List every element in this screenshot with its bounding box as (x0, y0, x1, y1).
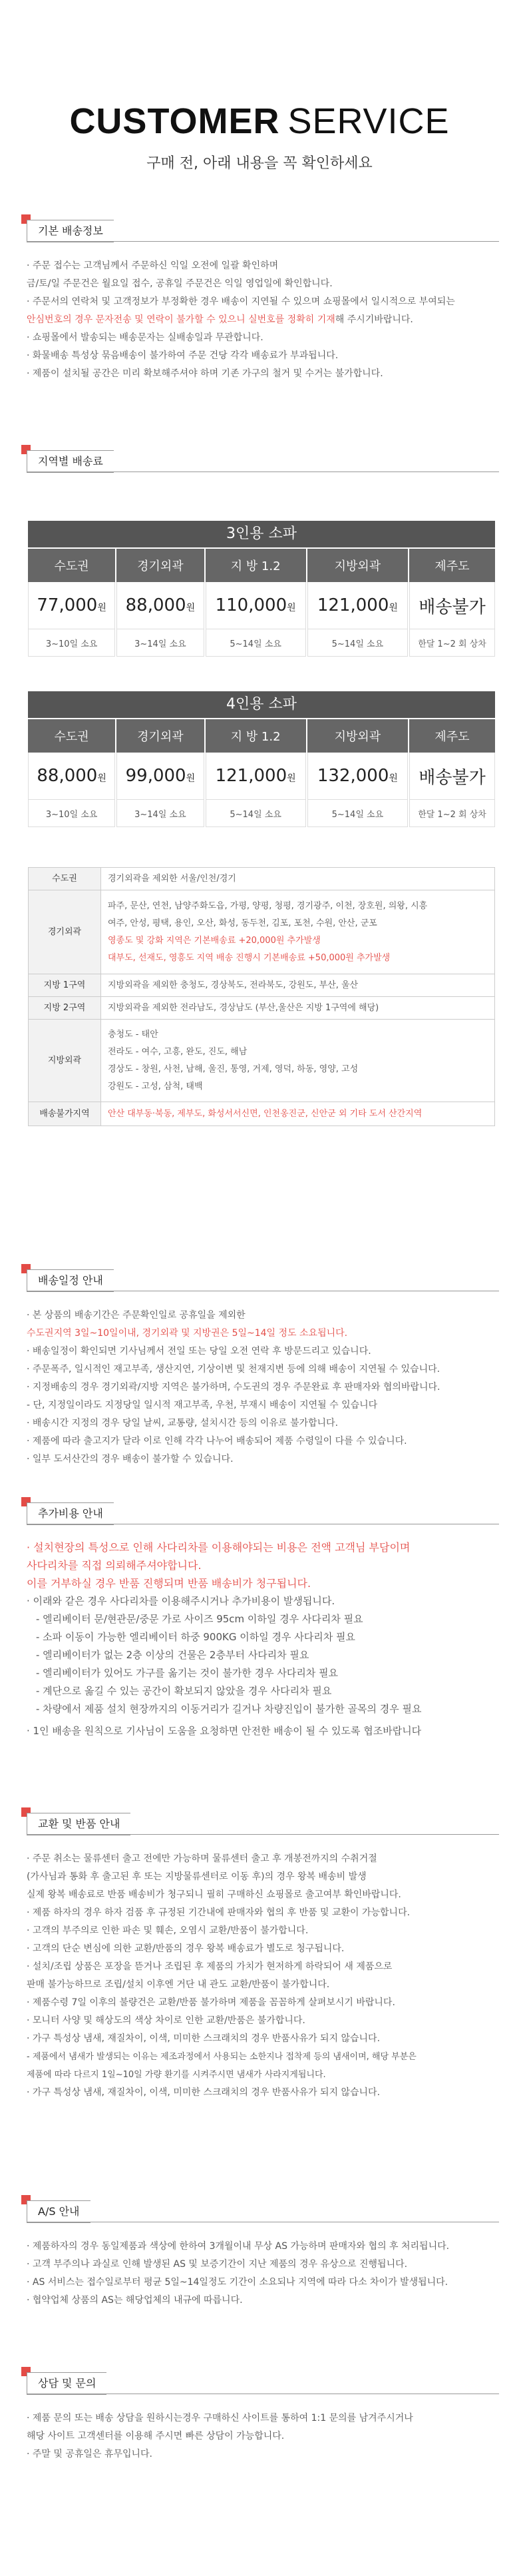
price-cell: 88,000원 (116, 582, 204, 629)
sofa3-fee-table: 3인용 소파 수도권 경기외곽 지 방 1.2 지방외곽 제주도 77,000원 88,000원 110,000원 121,000원 배송불가 3~10일 소요 3~14일 소요 5~14일 소요 5~14일 소요 한달 1~2 회 상차 (28, 521, 495, 657)
price-cell: 121,000원 (206, 753, 306, 799)
price-cell: 88,000원 (28, 753, 115, 799)
list-item: · 주문폭주, 일시적인 재고부족, 생산지연, 기상이변 및 천재지변 등에 의해 배송이 지연될 수 있습니다. (27, 1364, 440, 1375)
section-heading: 배송일정 안내 (21, 1269, 499, 1293)
list-item: · 본 상품의 배송기간은 주문확인일로 공휴일을 제외한 (27, 1310, 246, 1321)
list-item: · 설치현장의 특성으로 인해 사다리차를 이용해야되는 비용은 전액 고객님 부담이며 (27, 1541, 411, 1554)
extra-list (21, 1538, 499, 1740)
sofa4-fee-table: 4인용 소파 수도권 경기외곽 지 방 1.2 지방외곽 제주도 88,000원 99,000원 121,000원 132,000원 배송불가 3~10일 소요 3~14일 소요 5~14일 소요 5~14일 소요 한달 1~2 회 상차 (28, 691, 495, 827)
list-item: 실제 왕복 배송료로 반품 배송비가 청구되니 필히 구매하신 쇼핑몰로 출고여부 확인바랍니다. (27, 1889, 401, 1900)
list-item: 해당 사이트 고객센터를 이용해 주시면 빠른 상담이 가능합니다. (27, 2431, 285, 2441)
list-item: · 화물배송 특성상 묶음배송이 불가하여 주문 건당 각각 배송료가 부과됩니다. (27, 350, 339, 361)
list-item: · 1인 배송을 원칙으로 기사님이 도움을 요청하면 안전한 배송이 될 수 있도록 협조바랍니다 (27, 1725, 422, 1737)
price-cell: 배송불가 (409, 582, 495, 629)
region-table: 수도권 경기외곽을 제외한 서울/인천/경기 경기외곽 파주, 문산, 연천, 남양주화도읍, 가평, 양평, 청평, 경기광주, 이천, 장호원, 의왕, 시흥 여주, 안성, 평택, 용인, 오산, 화성, 동두천, 김포, 포천, 수원, 안산, 군포 영종도 및 강화 지역은 기본배송료 +20,000원 추가발생 대부도, 선재도, 영흥도 지역 배송 진행시 기본배송료 +50,000원 추가발생 지방 1구역 지방외곽을 제외한 충청도, 경상북도, 전라북도, 강원도, 부산, 울산 지방 2구역 지방외곽을 제외한 전라남도, 경상남도 (부산,울산은 지방 1구역에 해당) 지방외곽 충청도 - 태안 전라도 - 여수, 고흥, 완도, 진도, 해남 경상도 - 창원, 사천, 남해, 울진, 통영, 거제, 영덕, 하동, 영양, 고성 강원도 - 고성, 삼척, 태백 배송불가지역 안산 대부동·북동, 제부도, 화성서서신면, 인천옹진군, 신안군 외 기타 도서 산간지역 (28, 867, 495, 1126)
as-list (21, 2238, 499, 2310)
list-item: · 제품하자의 경우 동일제품과 색상에 한하여 3개월이내 무상 AS 가능하며 판매자와 협의 후 처리됩니다. (27, 2241, 450, 2252)
list-item: · 주문 취소는 물류센터 출고 전에만 가능하며 물류센터 출고 후 개봉전까지의 수취거절 (27, 1853, 377, 1864)
list-item: · 배송일정이 확인되면 기사님께서 전일 또는 당일 오전 연락 후 방문드리고 있습니다. (27, 1346, 371, 1357)
list-item: · AS 서비스는 접수일로부터 평균 5일~14일정도 기간이 소요되나 지역에 따라 다소 차이가 발생됩니다. (27, 2277, 448, 2288)
list-item: 제품에 따라 다르지 1일~10일 가량 환기를 시켜주시면 냄새가 사라지게됩니다. (27, 2070, 326, 2080)
list-item: · 가구 특성상 냄새, 재질차이, 이색, 미미한 스크래치의 경우 반품사유가 되지 않습니다. (27, 2087, 381, 2098)
list-item: · 제품수령 7일 이후의 불량건은 교환/반품 불가하며 제품을 꼼꼼하게 살펴보시기 바랍니다. (27, 1997, 395, 2008)
table-caption: 3인용 소파 (28, 521, 495, 547)
list-item: 사다리차를 직접 의뢰해주셔야합니다. (27, 1559, 202, 1572)
list-item: · 고객 부주의나 과실로 인해 발생된 AS 및 보증기간이 지난 제품의 경우 유상으로 진행됩니다. (27, 2259, 408, 2270)
list-item: - 단, 지정일이라도 지정당일 일시적 재고부족, 우천, 부재시 배송이 지연될 수 있습니다 (27, 1400, 378, 1411)
list-item: - 계단으로 옮길 수 있는 공간이 확보되지 않았을 경우 사다리차 필요 (36, 1685, 332, 1697)
section-heading: 추가비용 안내 (21, 1502, 499, 1526)
list-item: - 엘리베이터가 없는 2층 이상의 건물은 2층부터 사다리차 필요 (36, 1649, 309, 1661)
list-item: · 주말 및 공휴일은 휴무입니다. (27, 2449, 152, 2459)
list-item: · 제품에 따라 출고지가 달라 이로 인해 각각 나누어 배송되어 제품 수령일이 다를 수 있습니다. (27, 1436, 407, 1447)
section-heading: 지역별 배송료 (21, 450, 499, 474)
list-item: · 가구 특성상 냄새, 재질차이, 이색, 미미한 스크래치의 경우 반품사유가 되지 않습니다. (27, 2033, 381, 2044)
list-item: - 제품에서 냄새가 발생되는 이유는 제조과정에서 사용되는 소한지나 접착제 등의 냄새이며, 해당 부분은 (27, 2052, 417, 2062)
page-subtitle: 구매 전, 아래 내용을 꼭 확인하세요 (146, 155, 373, 172)
list-item: - 엘리베이터가 있어도 가구를 옮기는 것이 불가한 경우 사다리차 필요 (36, 1667, 339, 1679)
list-item: · 설치/조립 상품은 포장을 뜯거나 조립된 후 제품의 가치가 현저하게 하락되어 새 제품으로 (27, 1961, 393, 1972)
exchange-list (21, 1850, 499, 2102)
qa-section (21, 2372, 499, 2463)
price-cell: 배송불가 (409, 753, 495, 799)
as-section (21, 2200, 499, 2310)
list-item: · 주문 접수는 고객님께서 주문하신 익일 오전에 일괄 확인하며 (27, 260, 279, 271)
list-item: 수도권지역 3일~10일이내, 경기외곽 및 지방권은 5일~14일 정도 소요됩니다. (27, 1328, 348, 1339)
list-item: 금/토/일 주문건은 월요일 접수, 공휴일 주문건은 익일 영업일에 확인합니다. (27, 278, 333, 289)
qa-list (21, 2410, 499, 2463)
page-title: CUSTOMER SERVICE (69, 101, 450, 141)
price-cell: 99,000원 (116, 753, 204, 799)
price-cell: 110,000원 (206, 582, 306, 629)
list-item: · 협약업체 상품의 AS는 해당업체의 내규에 따릅니다. (27, 2295, 243, 2306)
list-item: · 지정배송의 경우 경기외곽/지방 지역은 불가하며, 수도권의 경우 주문완료 후 판매자와 협의바랍니다. (27, 1382, 440, 1393)
list-item: 판매 불가능하므로 조립/설치 이후엔 거단 내 관도 교환/반품이 불가합니다. (27, 1979, 330, 1990)
table-caption: 4인용 소파 (28, 691, 495, 718)
price-cell: 132,000원 (307, 753, 408, 799)
extra-cost-section (21, 1502, 499, 1740)
list-item: · 제품이 설치될 공간은 미리 확보해주셔야 하며 기존 가구의 철거 및 수거는 불가합니다. (27, 368, 383, 379)
list-item: - 차량에서 제품 설치 현장까지의 이동거리가 길거나 차량진입이 불가한 골목의 경우 필요 (36, 1703, 422, 1715)
section-heading: 기본 배송정보 (21, 220, 499, 244)
basic-shipping-section (21, 220, 499, 383)
list-item: · 쇼핑몰에서 발송되는 배송문자는 실배송일과 무관합니다. (27, 332, 263, 343)
list-item: - 소파 이동이 가능한 엘리베이터 하중 900KG 이하일 경우 사다리차 필요 (36, 1631, 355, 1643)
list-item: · 일부 도서산간의 경우 배송이 불가할 수 있습니다. (27, 1454, 234, 1464)
basic-list (21, 257, 499, 383)
schedule-section (21, 1269, 499, 1468)
list-item: · 고객의 단순 변심에 의한 교환/반품의 경우 왕복 배송료가 별도로 청구됩니다. (27, 1943, 345, 1954)
list-item: · 배송시간 지정의 경우 당일 날씨, 교통량, 설치시간 등의 이유로 불가합니다. (27, 1418, 339, 1429)
list-item: · 제품 문의 또는 배송 상담을 원하시는경우 구매하신 사이트를 통하여 1:1 문의를 남겨주시거나 (27, 2413, 413, 2423)
schedule-list (21, 1307, 499, 1468)
section-heading: 교환 및 반품 안내 (21, 1813, 499, 1837)
list-item: 이를 거부하실 경우 반품 진행되며 반품 배송비가 청구됩니다. (27, 1577, 311, 1590)
list-item: · 모니터 사양 및 해상도의 색상 차이로 인한 교환/반품은 불가합니다. (27, 2015, 305, 2026)
regional-fee-section (21, 450, 499, 474)
price-cell: 121,000원 (307, 582, 408, 629)
list-item: · 제품 하자의 경우 하자 검품 후 규정된 기간내에 판매자와 협의 후 반품 및 교환이 가능합니다. (27, 1907, 411, 1918)
list-item: · 이래와 같은 경우 사다리차를 이용해주시거나 추가비용이 발생됩니다. (27, 1595, 335, 1607)
list-item: (가사님과 통화 후 출고된 후 또는 지방물류센터로 이동 후)의 경우 왕복 배송비 발생 (27, 1871, 367, 1882)
section-heading: A/S 안내 (21, 2200, 499, 2224)
list-item: - 엘리베이터 문/현관문/중문 가로 사이즈 95cm 이하일 경우 사다리차 필요 (36, 1613, 363, 1625)
price-cell: 77,000원 (28, 582, 115, 629)
list-item: 안심번호의 경우 문자전송 및 연락이 불가할 수 있으니 실번호를 정확히 기재해 주시기바랍니다. (27, 314, 413, 325)
list-item: · 고객의 부주의로 인한 파손 및 훼손, 오염시 교환/반품이 불가합니다. (27, 1925, 309, 1936)
exchange-section (21, 1813, 499, 2102)
list-item: · 주문서의 연락처 및 고객정보가 부정확한 경우 배송이 지연될 수 있으며 쇼핑몰에서 일시적으로 부여되는 (27, 296, 455, 307)
section-heading: 상담 및 문의 (21, 2372, 499, 2396)
